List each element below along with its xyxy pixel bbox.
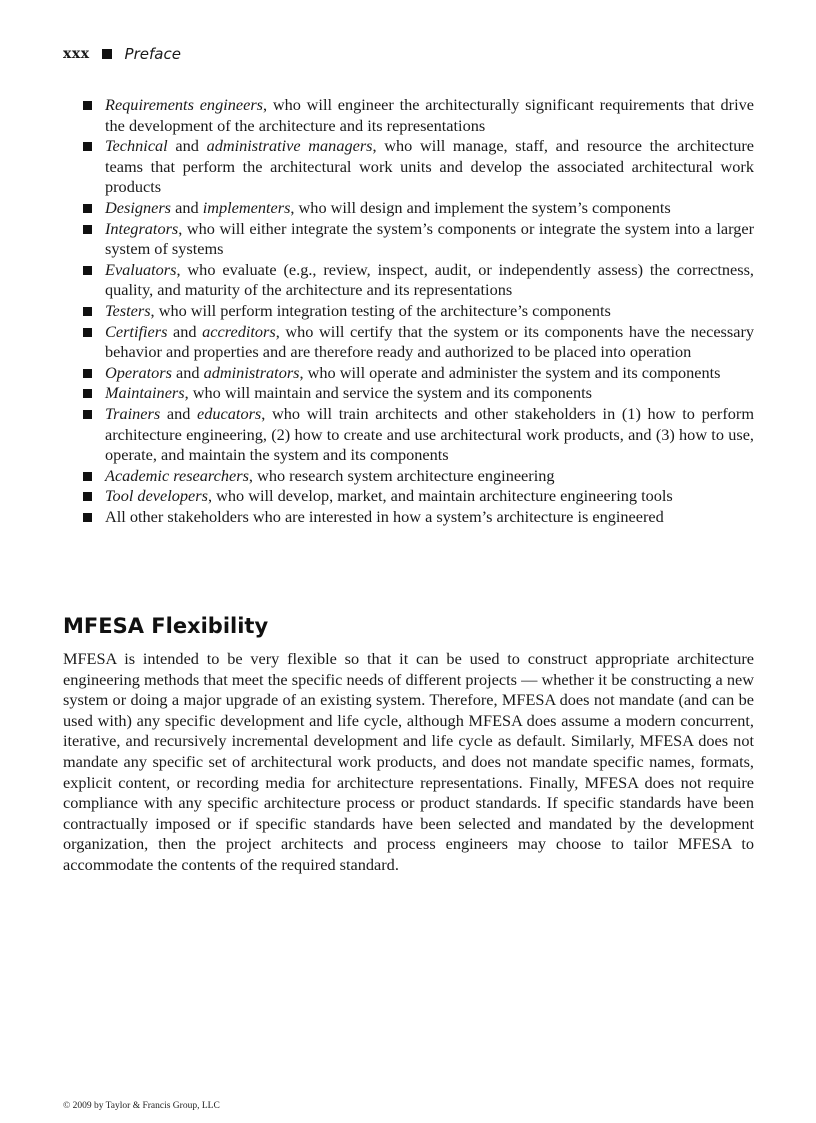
list-item-text: , who will certify that the system or its components have the necessary behavior and properties and are therefore ready and authorized to be placed into operation xyxy=(105,321,755,362)
stakeholder-term: Testers xyxy=(105,300,151,320)
running-header xyxy=(63,44,181,64)
list-item-text: , who research system architecture engineering xyxy=(248,465,555,485)
stakeholder-term: Academic researchers xyxy=(105,465,249,485)
list-item xyxy=(83,95,754,136)
page-number: xxx xyxy=(63,46,90,62)
square-bullet-icon xyxy=(102,49,112,59)
list-item-text: , who will develop, market, and maintain architecture engineering tools xyxy=(207,486,673,506)
list-item xyxy=(83,404,754,466)
list-item xyxy=(83,322,754,363)
square-bullet-icon xyxy=(83,266,92,275)
copyright-footer: © 2009 by Taylor & Francis Group, LLC xyxy=(63,1101,220,1111)
square-bullet-icon xyxy=(83,513,92,522)
list-item-text: , who will train architects and other stakeholders in (1) how to perform architecture engineering, (2) how to create and use architectural work products, and (3) how to use, operate, and maintain the system and its components xyxy=(105,403,754,465)
list-item-text: , who will maintain and service the system and its components xyxy=(184,383,592,403)
list-item-text: , who will perform integration testing of the architecture’s components xyxy=(150,300,611,320)
stakeholder-term: Evaluators xyxy=(105,259,177,279)
list-item xyxy=(83,507,754,528)
list-item-text: All other stakeholders who are interested in how a system’s architecture is engineered xyxy=(105,506,664,526)
list-item-text: , who will design and implement the system’s components xyxy=(290,197,671,217)
list-item xyxy=(83,219,754,260)
stakeholder-term: Maintainers xyxy=(105,383,185,403)
list-item xyxy=(83,383,754,404)
square-bullet-icon xyxy=(83,328,92,337)
list-item-text: , who will either integrate the system’s components or integrate the system into a larger system of systems xyxy=(105,218,754,259)
list-item-text: , who will manage, staff, and resource the architecture teams that perform the architectural work units and develop the associated architectural work products xyxy=(105,136,755,197)
square-bullet-icon xyxy=(83,225,92,234)
stakeholder-term: administrators xyxy=(203,362,300,382)
square-bullet-icon xyxy=(83,369,92,378)
list-item xyxy=(83,198,754,219)
stakeholder-term: Requirements engineers xyxy=(105,95,263,114)
stakeholder-term: administrative managers xyxy=(206,136,373,156)
stakeholder-term: Technical xyxy=(105,136,168,156)
running-head-title: Preface xyxy=(124,45,181,63)
stakeholder-term: Trainers xyxy=(105,403,161,423)
list-item xyxy=(83,301,754,322)
stakeholder-term: Certifiers xyxy=(105,321,168,341)
list-item xyxy=(83,466,754,487)
stakeholder-term: Tool developers xyxy=(105,486,208,506)
list-item-text: and xyxy=(167,136,207,156)
list-item-text: , who will engineer the architecturally significant requirements that drive the development of the architecture and its representations xyxy=(105,95,754,135)
stakeholder-term: implementers xyxy=(202,197,291,217)
square-bullet-icon xyxy=(83,307,92,316)
section-heading: MFESA Flexibility xyxy=(63,614,269,638)
list-item-text: , who will operate and administer the system and its components xyxy=(299,362,721,382)
stakeholder-term: educators xyxy=(197,403,262,423)
square-bullet-icon xyxy=(83,389,92,398)
list-item-text: and xyxy=(171,362,204,382)
square-bullet-icon xyxy=(83,204,92,213)
square-bullet-icon xyxy=(83,492,92,501)
stakeholder-term: Integrators xyxy=(105,218,179,238)
list-item xyxy=(83,260,754,301)
list-item-text: and xyxy=(171,197,203,217)
square-bullet-icon xyxy=(83,142,92,151)
square-bullet-icon xyxy=(83,101,92,110)
stakeholder-bullet-list xyxy=(83,95,754,527)
list-item xyxy=(83,363,754,384)
square-bullet-icon xyxy=(83,410,92,419)
section-body-paragraph: MFESA is intended to be very flexible so that it can be used to construct appropriate architecture engineering methods that meet the specific needs of different projects — whether it be constructing a new system or doing a major upgrade of an existing system. Therefore, MFESA does not mandate (and can be used with) any specific development and life cycle, although MFESA does assume a modern concurrent, iterative, and recursively incremental development and life cycle as default. Similarly, MFESA does not mandate any specific set of architectural work products, and does not mandate specific names, formats, explicit content, or recording media for architecture representations. Finally, MFESA does not require compliance with any specific architecture process or product standards. If specific standards have been contractually imposed or if specific standards have been selected and mandated by the development organization, then the project architects and process engineers may choose to tailor MFESA to accommodate the contents of the required standard. xyxy=(63,649,754,874)
list-item-text: and xyxy=(160,403,198,423)
stakeholder-term: Designers xyxy=(105,197,172,217)
stakeholder-term: accreditors xyxy=(202,321,276,341)
square-bullet-icon xyxy=(83,472,92,481)
list-item xyxy=(83,136,754,198)
stakeholder-term: Operators xyxy=(105,362,172,382)
list-item-text: and xyxy=(167,321,203,341)
list-item xyxy=(83,486,754,507)
list-item-text: , who evaluate (e.g., review, inspect, audit, or independently assess) the correctness, quality, and maturity of the architecture and its representations xyxy=(105,259,754,300)
